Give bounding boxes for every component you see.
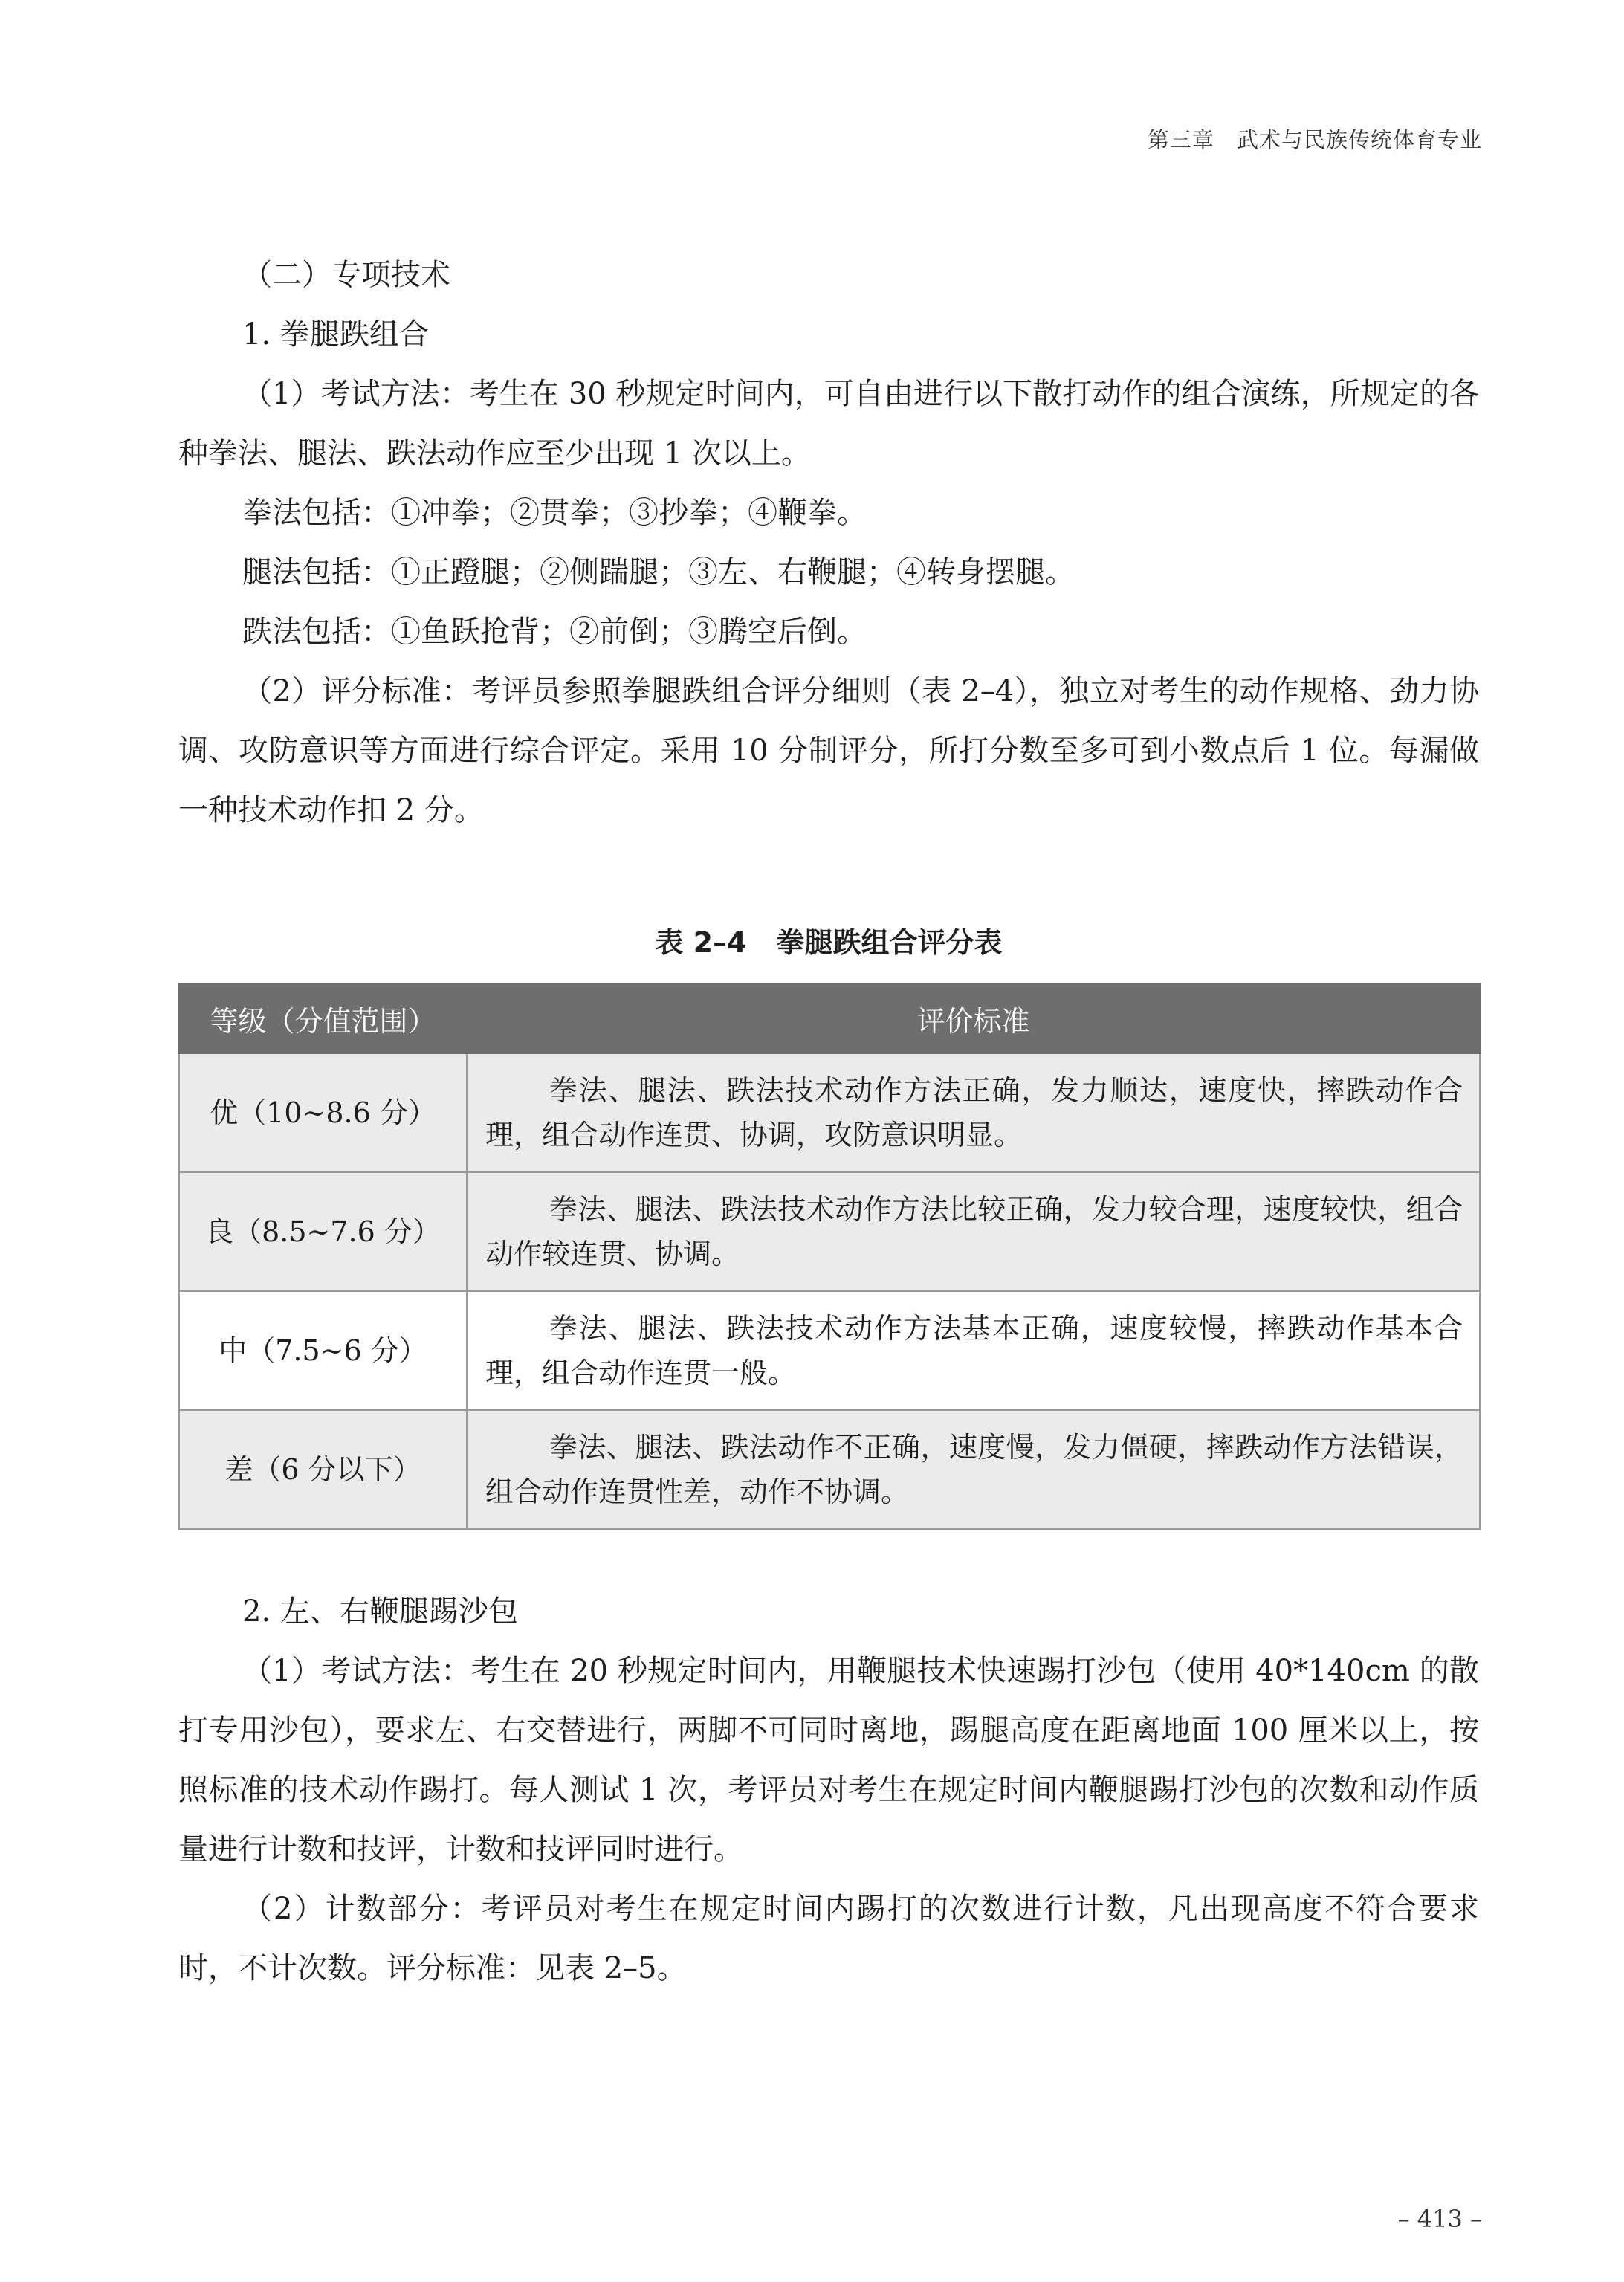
table-row [179, 1410, 1480, 1529]
grade-cell: 优（10~8.6 分） [179, 1053, 467, 1172]
criteria-cell: 拳法、腿法、跌法动作不正确，速度慢，发力僵硬，摔跌动作方法错误，组合动作连贯性差，动作不协调。 [467, 1410, 1480, 1529]
fall-list-paragraph: 跌法包括：①鱼跃抢背；②前倒；③腾空后倒。 [242, 615, 867, 649]
punch-list-paragraph: 拳法包括：①冲拳；②贯拳；③抄拳；④鞭拳。 [242, 496, 867, 530]
kick-list-paragraph: 腿法包括：①正蹬腿；②侧踹腿；③左、右鞭腿；④转身摆腿。 [242, 555, 1075, 589]
section-title: （二）专项技术 [242, 258, 450, 292]
item1-scoring-paragraph: （2）评分标准：考评员参照拳腿跌组合评分细则（表 2–4），独立对考生的动作规格、劲力协调、攻防意识等方面进行综合评定。采用 10 分制评分，所打分数至多可到小数点后 1 位。每漏做一种技术动作扣 2 分。 [178, 674, 1479, 827]
header-grade: 等级（分值范围） [179, 983, 467, 1053]
item2-counting-paragraph: （2）计数部分：考评员对考生在规定时间内踢打的次数进行计数，凡出现高度不符合要求时，不计次数。评分标准：见表 2–5。 [178, 1892, 1479, 1985]
table-caption-text: 拳腿跌组合评分表 [776, 926, 1003, 959]
scoring-table [178, 983, 1481, 1530]
item2-title: 2. 左、右鞭腿踢沙包 [242, 1594, 518, 1629]
page-number: – 413 – [1397, 2205, 1482, 2233]
grade-cell: 中（7.5~6 分） [179, 1291, 467, 1410]
header-criteria: 评价标准 [467, 983, 1480, 1053]
table-row [179, 1053, 1480, 1172]
item1-method-paragraph: （1）考试方法：考生在 30 秒规定时间内，可自由进行以下散打动作的组合演练，所规定的各种拳法、腿法、跌法动作应至少出现 1 次以上。 [178, 377, 1479, 471]
criteria-cell: 拳法、腿法、跌法技术动作方法正确，发力顺达，速度快，摔跌动作合理，组合动作连贯、协调，攻防意识明显。 [467, 1053, 1480, 1172]
item2-method-paragraph: （1）考试方法：考生在 20 秒规定时间内，用鞭腿技术快速踢打沙包（使用 40*140cm 的散打专用沙包），要求左、右交替进行，两脚不可同时离地，踢腿高度在距离地面 100 厘米以上，按照标准的技术动作踢打。每人测试 1 次，考评员对考生在规定时间内鞭腿踢打沙包的次数和动作质量进行计数和技评，计数和技评同时进行。 [178, 1654, 1479, 1866]
criteria-cell: 拳法、腿法、跌法技术动作方法基本正确，速度较慢，摔跌动作基本合理，组合动作连贯一般。 [467, 1291, 1480, 1410]
criteria-cell: 拳法、腿法、跌法技术动作方法比较正确，发力较合理，速度较快，组合动作较连贯、协调。 [467, 1172, 1480, 1291]
page-content [178, 245, 1479, 1998]
item1-title: 1. 拳腿跌组合 [242, 317, 429, 352]
table-caption [178, 922, 1479, 963]
table-row [179, 1172, 1480, 1291]
table-number: 表 2–4 [655, 926, 747, 959]
table-header-row [179, 983, 1480, 1053]
table-row [179, 1291, 1480, 1410]
grade-cell: 差（6 分以下） [179, 1410, 467, 1529]
grade-cell: 良（8.5~7.6 分） [179, 1172, 467, 1291]
running-header: 第三章 武术与民族传统体育专业 [1147, 127, 1482, 152]
